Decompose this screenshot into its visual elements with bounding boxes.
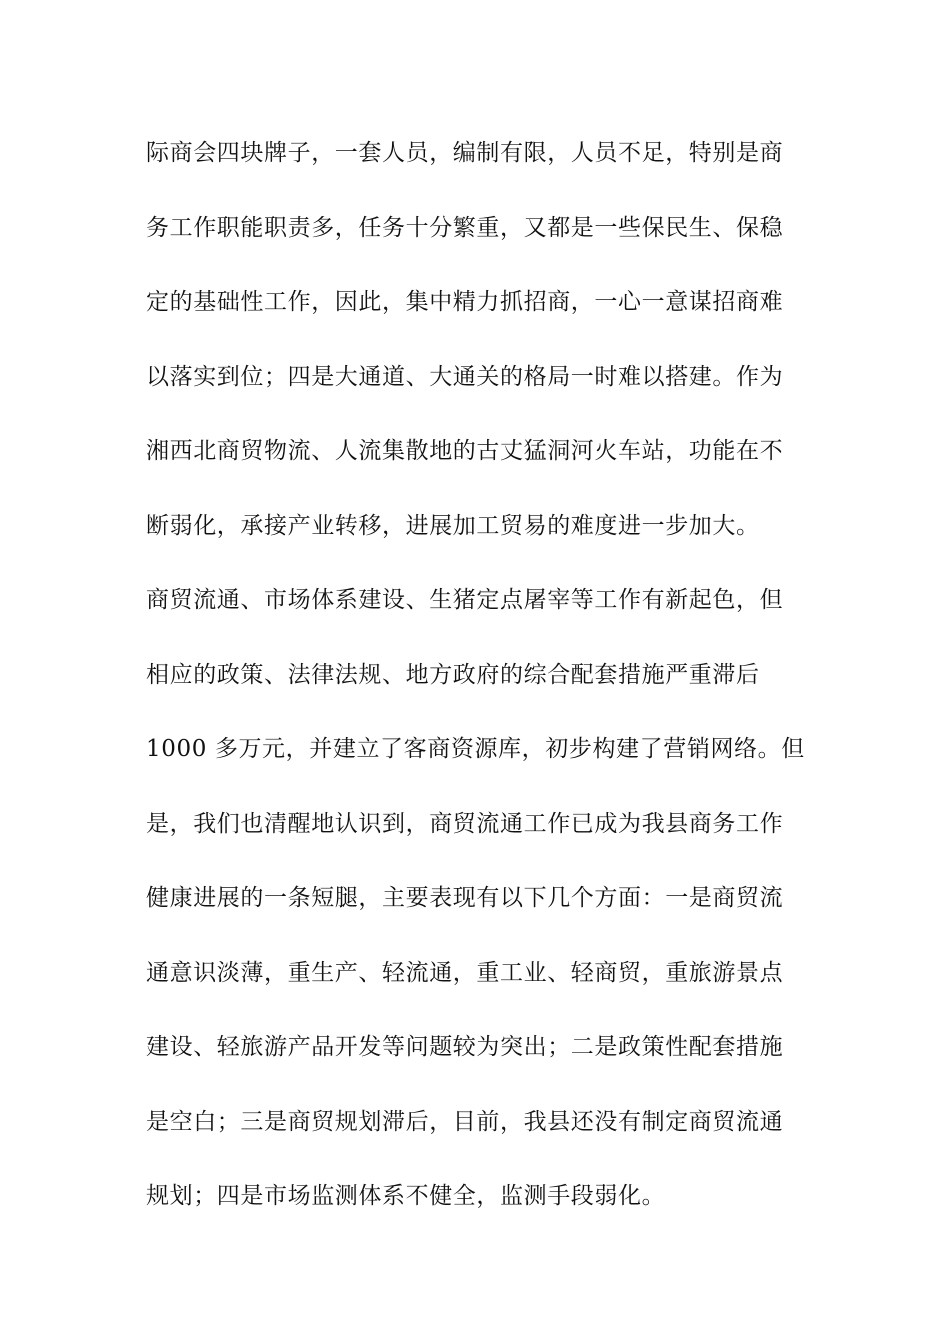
text-line: 定的基础性工作，因此，集中精力抓招商，一心一意谋招商难 — [146, 289, 784, 315]
text-line: 是空白；三是商贸规划滞后，目前，我县还没有制定商贸流通 — [146, 1108, 784, 1135]
text-line: 湘西北商贸物流、人流集散地的古丈猛洞河火车站，功能在不 — [146, 438, 784, 464]
text-line: 1000 多万元，并建立了客商资源库，初步构建了营销网络。但 — [146, 736, 805, 762]
text-line: 际商会四块牌子，一套人员，编制有限，人员不足，特别是商 — [146, 140, 784, 166]
text-line: 务工作职能职责多，任务十分繁重，又都是一些保民生、保稳 — [146, 214, 784, 241]
text-line: 建设、轻旅游产品开发等问题较为突出；二是政策性配套措施 — [146, 1034, 784, 1060]
text-line: 断弱化，承接产业转移，进展加工贸易的难度进一步加大。 — [146, 512, 760, 539]
text-line: 是，我们也清醒地认识到，商贸流通工作已成为我县商务工作 — [146, 810, 784, 837]
body-text — [146, 131, 806, 1249]
text-line: 规划；四是市场监测体系不健全，监测手段弱化。 — [146, 1183, 666, 1209]
text-line: 健康进展的一条短腿，主要表现有以下几个方面：一是商贸流 — [146, 885, 784, 911]
text-line: 以落实到位；四是大通道、大通关的格局一时难以搭建。作为 — [146, 363, 784, 390]
text-line: 商贸流通、市场体系建设、生猪定点屠宰等工作有新起色，但 — [146, 587, 784, 613]
text-line: 相应的政策、法律法规、地方政府的综合配套措施严重滞后 — [146, 661, 760, 688]
text-line: 通意识淡薄，重生产、轻流通，重工业、轻商贸，重旅游景点 — [146, 959, 784, 986]
